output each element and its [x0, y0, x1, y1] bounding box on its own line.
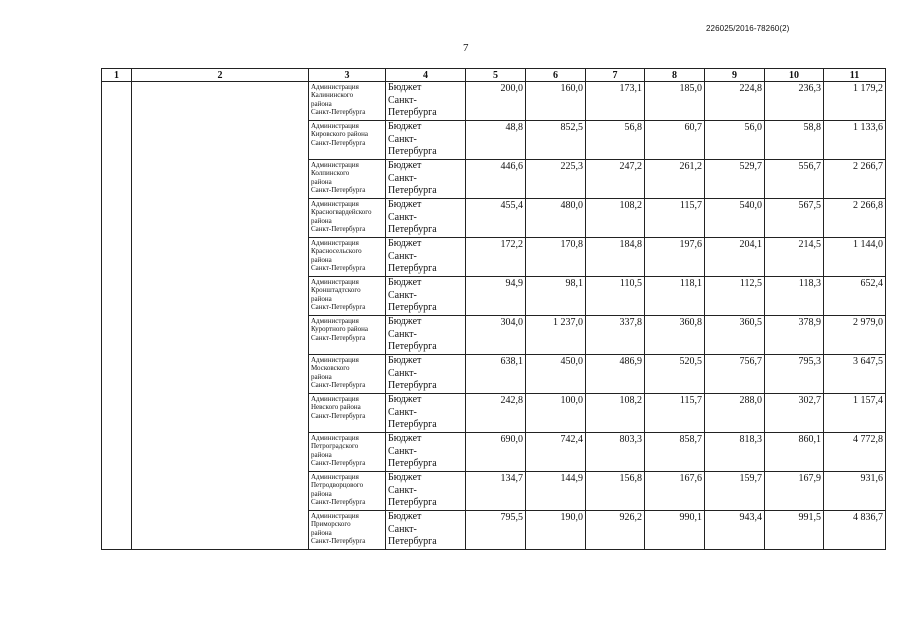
- value-cell-col-5: 200,0: [466, 82, 526, 121]
- value-cell-col-5: 172,2: [466, 238, 526, 277]
- funding-source-line: Санкт-: [388, 445, 417, 457]
- administration-line: Невского района: [311, 403, 361, 412]
- column-header-1: 1: [102, 69, 132, 82]
- funding-source-line: Петербурга: [388, 458, 437, 469]
- value-cell-col-8: 261,2: [645, 160, 705, 199]
- funding-source-line: Санкт-: [388, 484, 417, 496]
- value-cell-col-7: 173,1: [586, 82, 645, 121]
- value-cell-col-11: 1 179,2: [824, 82, 886, 121]
- administration-line: Приморского: [311, 520, 351, 529]
- value-cell-col-7: 56,8: [586, 121, 645, 160]
- administration-cell: [309, 82, 386, 121]
- administration-cell: [309, 277, 386, 316]
- funding-source-cell: [386, 238, 466, 277]
- page-number: 7: [463, 42, 469, 54]
- value-cell-col-9: 360,5: [705, 316, 765, 355]
- value-cell-col-11: 3 647,5: [824, 355, 886, 394]
- funding-source-line: Петербурга: [388, 146, 437, 157]
- administration-line: Красносельского: [311, 247, 362, 256]
- administration-line: Красногвардейского: [311, 208, 372, 217]
- administration-cell: [309, 121, 386, 160]
- value-cell-col-6: 225,3: [526, 160, 586, 199]
- column-header-6: 6: [526, 69, 586, 82]
- funding-source-line: Санкт-: [388, 172, 417, 184]
- value-cell-col-8: 115,7: [645, 199, 705, 238]
- value-cell-col-5: 134,7: [466, 472, 526, 511]
- funding-source-line: Санкт-: [388, 523, 417, 535]
- funding-source-cell: [386, 160, 466, 199]
- value-cell-col-11: 2 266,8: [824, 199, 886, 238]
- value-cell-col-11: 2 266,7: [824, 160, 886, 199]
- funding-source-line: Петербурга: [388, 419, 437, 430]
- administration-line: Санкт-Петербурга: [311, 108, 366, 117]
- table-row: [102, 82, 886, 121]
- value-cell-col-8: 990,1: [645, 511, 705, 550]
- administration-line: Администрация: [311, 395, 359, 403]
- administration-line: района: [311, 294, 332, 303]
- value-cell-col-11: 2 979,0: [824, 316, 886, 355]
- table-header-row: [102, 69, 886, 82]
- funding-source-line: Санкт-: [388, 367, 417, 379]
- administration-line: Администрация: [311, 512, 359, 520]
- value-cell-col-6: 170,8: [526, 238, 586, 277]
- administration-line: Администрация: [311, 83, 359, 91]
- funding-source-line: Петербурга: [388, 107, 437, 118]
- value-cell-col-6: 100,0: [526, 394, 586, 433]
- administration-line: Администрация: [311, 356, 359, 364]
- column-header-10: 10: [765, 69, 824, 82]
- column-header-2: 2: [132, 69, 309, 82]
- administration-cell: [309, 160, 386, 199]
- administration-line: Курортного района: [311, 325, 369, 334]
- funding-source-cell: [386, 394, 466, 433]
- administration-line: Санкт-Петербурга: [311, 381, 366, 390]
- funding-source-cell: [386, 472, 466, 511]
- value-cell-col-9: 288,0: [705, 394, 765, 433]
- funding-source-line: Бюджет: [388, 394, 422, 405]
- funding-source-line: Петербурга: [388, 341, 437, 352]
- administration-line: Администрация: [311, 317, 359, 325]
- value-cell-col-10: 991,5: [765, 511, 824, 550]
- administration-line: Санкт-Петербурга: [311, 333, 366, 342]
- value-cell-col-7: 247,2: [586, 160, 645, 199]
- funding-source-line: Санкт-: [388, 211, 417, 223]
- funding-source-cell: [386, 121, 466, 160]
- administration-line: района: [311, 450, 332, 459]
- funding-source-line: Бюджет: [388, 511, 422, 522]
- value-cell-col-10: 302,7: [765, 394, 824, 433]
- value-cell-col-11: 1 157,4: [824, 394, 886, 433]
- value-cell-col-8: 197,6: [645, 238, 705, 277]
- value-cell-col-6: 450,0: [526, 355, 586, 394]
- administration-line: Администрация: [311, 122, 359, 130]
- value-cell-col-10: 860,1: [765, 433, 824, 472]
- value-cell-col-9: 56,0: [705, 121, 765, 160]
- funding-source-line: Бюджет: [388, 121, 422, 132]
- value-cell-col-9: 818,3: [705, 433, 765, 472]
- funding-source-cell: [386, 199, 466, 238]
- table-body: [102, 82, 886, 550]
- value-cell-col-5: 48,8: [466, 121, 526, 160]
- administration-cell: [309, 355, 386, 394]
- administration-line: Петроградского: [311, 442, 359, 451]
- value-cell-col-7: 108,2: [586, 199, 645, 238]
- funding-source-cell: [386, 316, 466, 355]
- administration-line: Санкт-Петербурга: [311, 411, 366, 420]
- administration-cell: [309, 394, 386, 433]
- value-cell-col-5: 94,9: [466, 277, 526, 316]
- funding-source-line: Бюджет: [388, 199, 422, 210]
- value-cell-col-9: 529,7: [705, 160, 765, 199]
- administration-cell: [309, 199, 386, 238]
- administration-cell: [309, 316, 386, 355]
- funding-source-line: Санкт-: [388, 133, 417, 145]
- funding-source-line: Санкт-: [388, 250, 417, 262]
- administration-line: Петродворцового: [311, 481, 364, 490]
- value-cell-col-8: 167,6: [645, 472, 705, 511]
- value-cell-col-8: 185,0: [645, 82, 705, 121]
- column-header-7: 7: [586, 69, 645, 82]
- funding-source-cell: [386, 277, 466, 316]
- funding-source-line: Бюджет: [388, 472, 422, 483]
- administration-line: района: [311, 177, 332, 186]
- value-cell-col-11: 931,6: [824, 472, 886, 511]
- administration-line: Администрация: [311, 200, 359, 208]
- value-cell-col-11: 4 772,8: [824, 433, 886, 472]
- value-cell-col-6: 144,9: [526, 472, 586, 511]
- administration-cell: [309, 433, 386, 472]
- column-header-3: 3: [309, 69, 386, 82]
- column-header-5: 5: [466, 69, 526, 82]
- value-cell-col-6: 742,4: [526, 433, 586, 472]
- funding-source-line: Бюджет: [388, 160, 422, 171]
- value-cell-col-9: 224,8: [705, 82, 765, 121]
- document-id: 226025/2016-78260(2): [706, 24, 790, 33]
- column-header-8: 8: [645, 69, 705, 82]
- administration-line: Администрация: [311, 434, 359, 442]
- administration-line: Московского: [311, 364, 350, 373]
- administration-line: Администрация: [311, 239, 359, 247]
- value-cell-col-6: 480,0: [526, 199, 586, 238]
- cell-col-1-merged: [102, 82, 132, 550]
- value-cell-col-7: 108,2: [586, 394, 645, 433]
- column-header-11: 11: [824, 69, 886, 82]
- value-cell-col-8: 60,7: [645, 121, 705, 160]
- value-cell-col-11: 1 144,0: [824, 238, 886, 277]
- funding-source-line: Петербурга: [388, 536, 437, 547]
- value-cell-col-5: 690,0: [466, 433, 526, 472]
- funding-source-line: Бюджет: [388, 82, 422, 93]
- administration-line: Санкт-Петербурга: [311, 459, 366, 468]
- value-cell-col-5: 304,0: [466, 316, 526, 355]
- funding-source-line: Петербурга: [388, 380, 437, 391]
- value-cell-col-6: 852,5: [526, 121, 586, 160]
- value-cell-col-8: 360,8: [645, 316, 705, 355]
- administration-line: Санкт-Петербурга: [311, 303, 366, 312]
- administration-line: района: [311, 489, 332, 498]
- value-cell-col-10: 795,3: [765, 355, 824, 394]
- administration-line: района: [311, 372, 332, 381]
- administration-cell: [309, 511, 386, 550]
- value-cell-col-10: 556,7: [765, 160, 824, 199]
- value-cell-col-9: 943,4: [705, 511, 765, 550]
- funding-source-line: Санкт-: [388, 94, 417, 106]
- value-cell-col-10: 378,9: [765, 316, 824, 355]
- administration-line: района: [311, 528, 332, 537]
- value-cell-col-11: 652,4: [824, 277, 886, 316]
- value-cell-col-10: 118,3: [765, 277, 824, 316]
- administration-line: Санкт-Петербурга: [311, 537, 366, 546]
- value-cell-col-6: 160,0: [526, 82, 586, 121]
- value-cell-col-7: 803,3: [586, 433, 645, 472]
- value-cell-col-10: 58,8: [765, 121, 824, 160]
- column-header-9: 9: [705, 69, 765, 82]
- funding-source-line: Бюджет: [388, 355, 422, 366]
- value-cell-col-10: 167,9: [765, 472, 824, 511]
- value-cell-col-5: 638,1: [466, 355, 526, 394]
- administration-line: района: [311, 99, 332, 108]
- administration-line: Санкт-Петербурга: [311, 264, 366, 273]
- value-cell-col-7: 110,5: [586, 277, 645, 316]
- administration-cell: [309, 238, 386, 277]
- funding-source-line: Петербурга: [388, 224, 437, 235]
- value-cell-col-7: 156,8: [586, 472, 645, 511]
- funding-source-line: Санкт-: [388, 328, 417, 340]
- column-header-4: 4: [386, 69, 466, 82]
- administration-line: Кировского района: [311, 130, 368, 139]
- value-cell-col-8: 118,1: [645, 277, 705, 316]
- funding-source-line: Петербурга: [388, 302, 437, 313]
- funding-source-cell: [386, 433, 466, 472]
- budget-table: [101, 68, 886, 550]
- funding-source-line: Петербурга: [388, 185, 437, 196]
- administration-line: Администрация: [311, 278, 359, 286]
- value-cell-col-9: 112,5: [705, 277, 765, 316]
- value-cell-col-5: 795,5: [466, 511, 526, 550]
- administration-cell: [309, 472, 386, 511]
- funding-source-line: Санкт-: [388, 289, 417, 301]
- value-cell-col-6: 98,1: [526, 277, 586, 316]
- funding-source-line: Бюджет: [388, 277, 422, 288]
- funding-source-cell: [386, 355, 466, 394]
- funding-source-cell: [386, 82, 466, 121]
- cell-col-2-merged: [132, 82, 309, 550]
- administration-line: района: [311, 216, 332, 225]
- administration-line: Санкт-Петербурга: [311, 225, 366, 234]
- value-cell-col-5: 446,6: [466, 160, 526, 199]
- funding-source-line: Бюджет: [388, 238, 422, 249]
- value-cell-col-10: 236,3: [765, 82, 824, 121]
- administration-line: Калининского: [311, 91, 354, 100]
- value-cell-col-5: 455,4: [466, 199, 526, 238]
- funding-source-line: Петербурга: [388, 263, 437, 274]
- value-cell-col-5: 242,8: [466, 394, 526, 433]
- value-cell-col-8: 115,7: [645, 394, 705, 433]
- value-cell-col-8: 520,5: [645, 355, 705, 394]
- value-cell-col-7: 337,8: [586, 316, 645, 355]
- funding-source-line: Санкт-: [388, 406, 417, 418]
- value-cell-col-7: 184,8: [586, 238, 645, 277]
- value-cell-col-10: 214,5: [765, 238, 824, 277]
- administration-line: Санкт-Петербурга: [311, 186, 366, 195]
- value-cell-col-11: 1 133,6: [824, 121, 886, 160]
- value-cell-col-7: 486,9: [586, 355, 645, 394]
- value-cell-col-9: 540,0: [705, 199, 765, 238]
- administration-line: Колпинского: [311, 169, 350, 178]
- value-cell-col-8: 858,7: [645, 433, 705, 472]
- funding-source-line: Бюджет: [388, 433, 422, 444]
- value-cell-col-9: 159,7: [705, 472, 765, 511]
- administration-line: Администрация: [311, 161, 359, 169]
- administration-line: Кронштадтского: [311, 286, 361, 295]
- administration-line: Администрация: [311, 473, 359, 481]
- value-cell-col-10: 567,5: [765, 199, 824, 238]
- administration-line: района: [311, 255, 332, 264]
- value-cell-col-9: 204,1: [705, 238, 765, 277]
- value-cell-col-7: 926,2: [586, 511, 645, 550]
- value-cell-col-6: 1 237,0: [526, 316, 586, 355]
- value-cell-col-11: 4 836,7: [824, 511, 886, 550]
- administration-line: Санкт-Петербурга: [311, 138, 366, 147]
- administration-line: Санкт-Петербурга: [311, 498, 366, 507]
- funding-source-cell: [386, 511, 466, 550]
- funding-source-line: Петербурга: [388, 497, 437, 508]
- funding-source-line: Бюджет: [388, 316, 422, 327]
- value-cell-col-6: 190,0: [526, 511, 586, 550]
- value-cell-col-9: 756,7: [705, 355, 765, 394]
